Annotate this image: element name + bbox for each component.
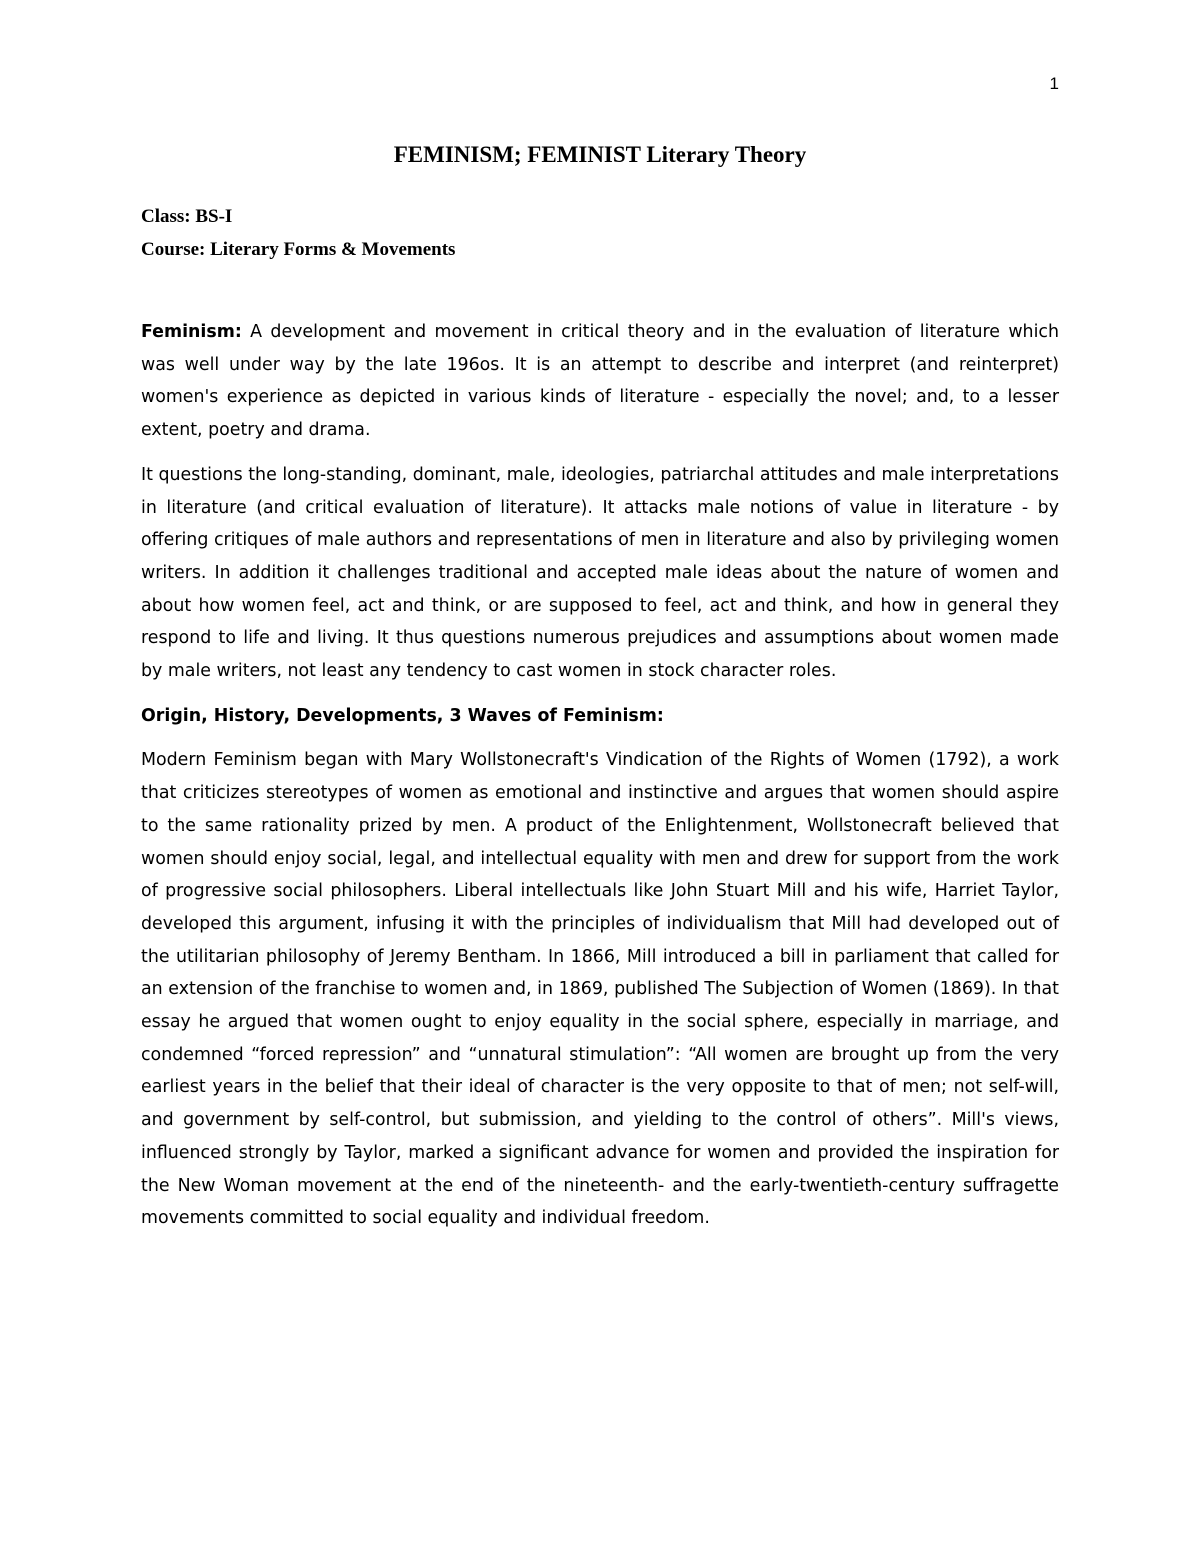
page-number: 1 <box>1049 74 1059 93</box>
paragraph-modern-feminism: Modern Feminism began with Mary Wollstonecraft's Vindication of the Rights of Women (1792), a work that criticizes stereotypes of women as emotional and instinctive and argues that women should aspire to the same rationality prized by men. A product of the Enlightenment, Wollstonecraft believed that women should enjoy social, legal, and intellectual equality with men and drew for support from the work of progressive social philosophers. Liberal intellectuals like John Stuart Mill and his wife, Harriet Taylor, developed this argument, infusing it with the principles of individualism that Mill had developed out of the utilitarian philosophy of Jeremy Bentham. In 1866, Mill introduced a bill in parliament that called for an extension of the franchise to women and, in 1869, published The Subjection of Women (1869). In that essay he argued that women ought to enjoy equality in the social sphere, especially in marriage, and condemned “forced repression” and “unnatural stimulation”: “All women are brought up from the very earliest years in the belief that their ideal of character is the very opposite to that of men; not self-will, and government by self-control, but submission, and yielding to the control of others”. Mill's views, influenced strongly by Taylor, marked a significant advance for women and provided the inspiration for the New Woman movement at the end of the nineteenth- and the early-twentieth-century suffragette movements committed to social equality and individual freedom. <box>141 750 1059 1229</box>
term-feminism: Feminism: <box>141 322 242 342</box>
paragraph-feminism-definition <box>141 316 1059 447</box>
course-line: Course: Literary Forms & Movements <box>141 239 456 260</box>
class-line: Class: BS-I <box>141 206 233 227</box>
document-body <box>141 316 1059 1247</box>
section-heading: Origin, History, Developments, 3 Waves of Feminism: <box>141 705 664 726</box>
course-info <box>141 200 455 266</box>
paragraph-text: A development and movement in critical theory and in the evaluation of literature which was well under way by the late 196os. It is an attempt to describe and interpret (and reinterpret) women's experience as depicted in various kinds of literature - especially the novel; and, to a lesser extent, poetry and drama. <box>141 322 1059 441</box>
paragraph-questions: It questions the long-standing, dominant, male, ideologies, patriarchal attitudes and male interpretations in literature (and critical evaluation of literature). It attacks male notions of value in literature - by offering critiques of male authors and representations of men in literature and also by privileging women writers. In addition it challenges traditional and accepted male ideas about the nature of women and about how women feel, act and think, or are supposed to feel, act and think, and how in general they respond to life and living. It thus questions numerous prejudices and assumptions about women made by male writers, not least any tendency to cast women in stock character roles. <box>141 464 1059 682</box>
document-title: FEMINISM; FEMINIST Literary Theory <box>393 142 807 167</box>
